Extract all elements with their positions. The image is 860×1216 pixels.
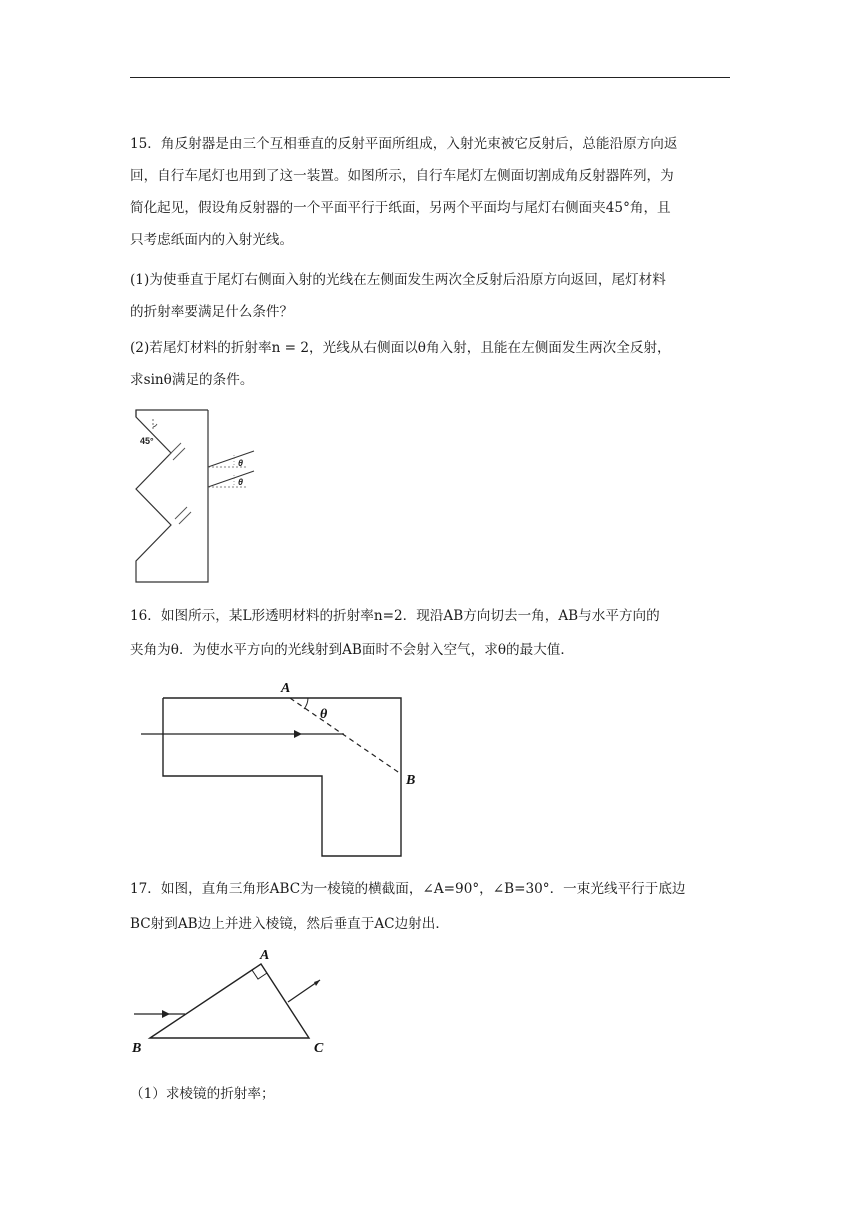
- q15-line-8: 求sinθ满足的条件。: [130, 372, 254, 388]
- q15-line-5: (1)为使垂直于尾灯右侧面入射的光线在左侧面发生两次全反射后沿原方向返回，尾灯材料: [130, 272, 666, 288]
- q15-line-7: (2)若尾灯材料的折射率n = 2，光线从右侧面以θ角入射，且能在左侧面发生两次全反射，: [130, 340, 671, 356]
- q15-taillight-figure: [126, 405, 260, 587]
- q17-line-2: BC射到AB边上并进入棱镜，然后垂直于AC边射出．: [130, 916, 449, 932]
- q15-angle-label: 45°: [140, 436, 154, 446]
- q17-sub-question-1: （1）求棱镜的折射率；: [130, 1086, 275, 1102]
- header-rule: [130, 77, 730, 78]
- q16-l-shape-figure: [136, 672, 426, 862]
- q15-line-3: 简化起见，假设角反射器的一个平面平行于纸面，另两个平面均与尾灯右侧面夹45°角，且: [130, 200, 671, 216]
- q17-label-a: A: [260, 948, 270, 963]
- q16-line-2: 夹角为θ．为使水平方向的光线射到AB面时不会射入空气，求θ的最大值．: [130, 642, 574, 658]
- q15-line-6: 的折射率要满足什么条件？: [130, 304, 294, 320]
- q17-label-b: B: [132, 1041, 142, 1056]
- q16-label-b: B: [406, 773, 416, 788]
- q15-line-4: 只考虑纸面内的入射光线。: [130, 232, 294, 248]
- q16-line-1: 16．如图所示，某L形透明材料的折射率n=2．现沿AB方向切去一角，AB与水平方向的: [130, 608, 660, 624]
- q15-theta-label-2: θ: [238, 477, 244, 487]
- q17-triangle-figure: [128, 944, 338, 1056]
- q16-label-theta: θ: [320, 707, 328, 722]
- q15-theta-label-1: θ: [238, 458, 244, 468]
- q17-label-c: C: [314, 1041, 324, 1056]
- q15-line-2: 回，自行车尾灯也用到了这一装置。如图所示，自行车尾灯左侧面切割成角反射器阵列，为: [130, 168, 674, 184]
- q15-line-1: 15．角反射器是由三个互相垂直的反射平面所组成，入射光束被它反射后，总能沿原方向返: [130, 136, 678, 152]
- q16-label-a: A: [281, 681, 291, 696]
- q17-line-1: 17．如图，直角三角形ABC为一棱镜的横截面，∠A=90°，∠B=30°．一束光线平行于底边: [130, 881, 686, 897]
